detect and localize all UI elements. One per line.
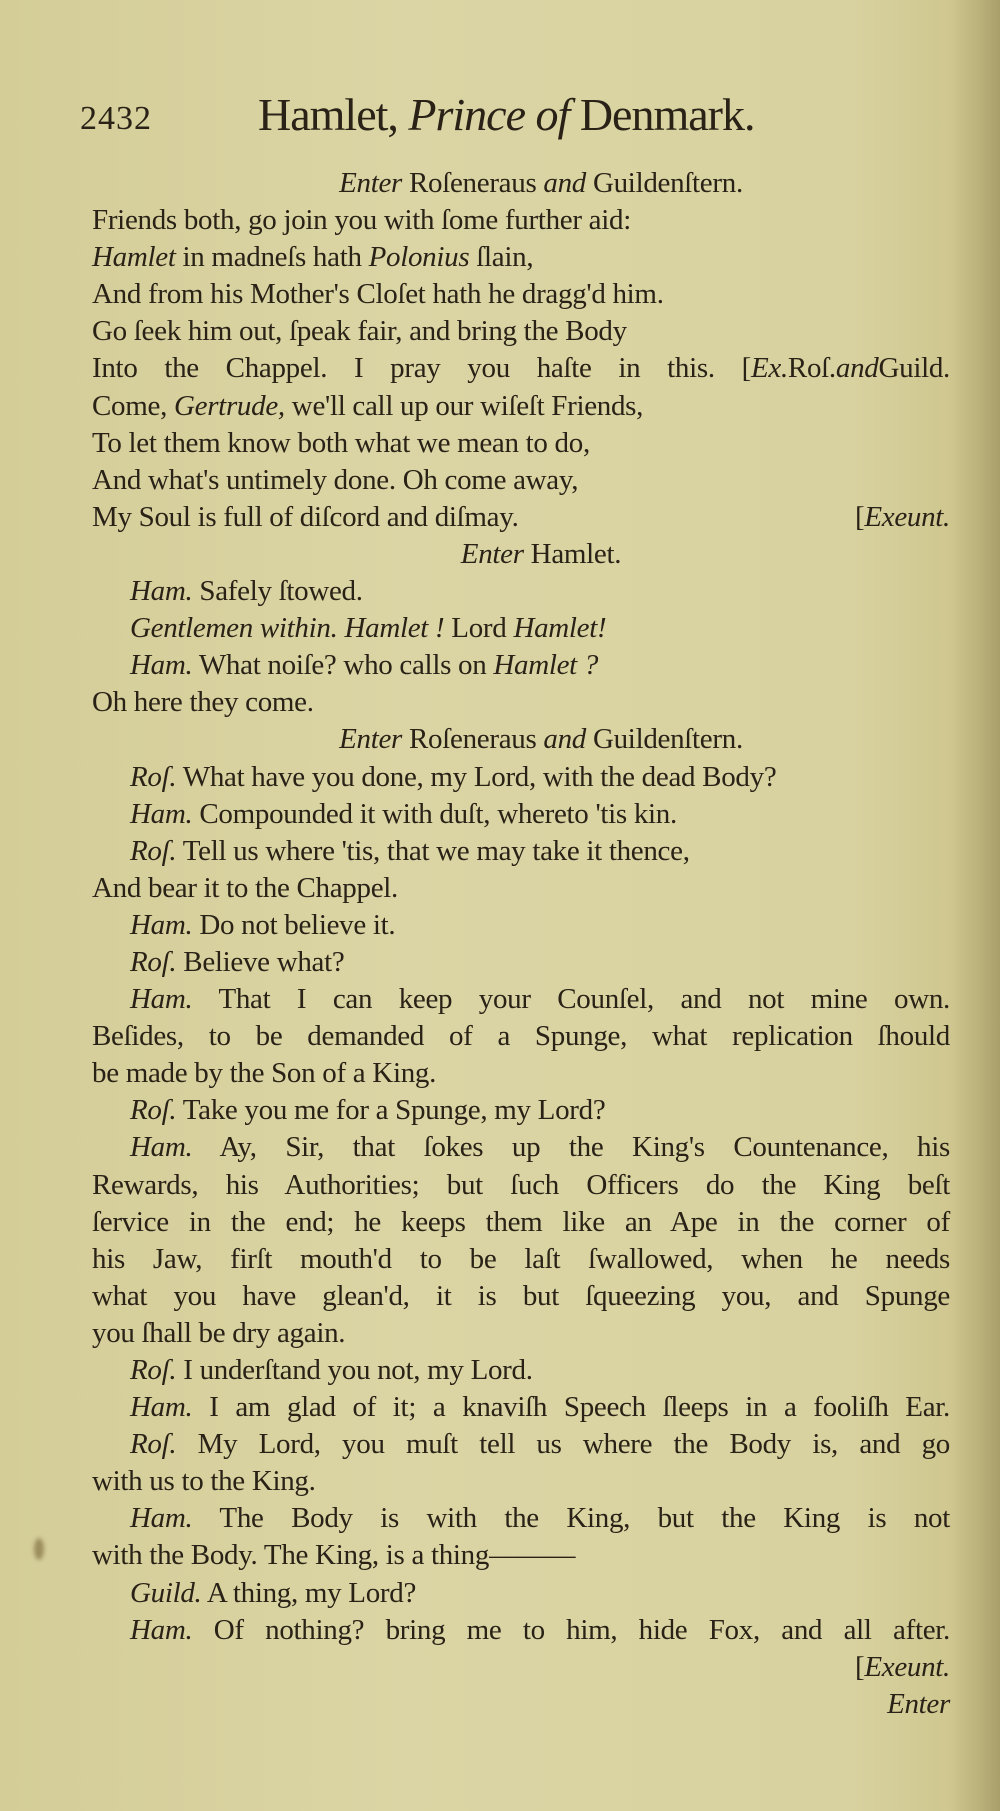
text-segment: And from his Mother's Cloſet hath he dragg'd him. (92, 278, 664, 311)
text-line (92, 239, 950, 276)
text-segment: be made by the Son of a King. (92, 1057, 437, 1090)
text-line (92, 1463, 950, 1500)
text-segment: Ay, Sir, that ſokes up the King's Countenance, his (192, 1131, 950, 1164)
italic-text: Ham. (130, 1613, 193, 1646)
line-left (92, 499, 519, 536)
text-segment: A thing, my Lord? (201, 1576, 417, 1609)
text-segment: Roſeneraus (408, 167, 544, 199)
text-segment: Believe what? (176, 945, 345, 978)
text-line (92, 1092, 950, 1129)
stage-direction (92, 165, 950, 202)
italic-text: Enter (339, 167, 409, 199)
text-segment: Do not believe it. (192, 908, 396, 941)
italic-text: Ham. (130, 1131, 193, 1164)
text-segment: And bear it to the Chappel. (92, 871, 398, 904)
stage-direction (92, 721, 950, 758)
text-line (92, 1315, 950, 1352)
text-segment: My Soul is full of diſcord and diſmay. (92, 500, 519, 533)
text-line (92, 462, 950, 499)
text-segment: in madneſs hath (175, 241, 369, 274)
text-line (92, 1055, 950, 1092)
text-segment: Rewards, his Authorities; but ſuch Officers do the King beſt (92, 1168, 950, 1201)
text-line (92, 1167, 950, 1204)
text-segment: Roſeneraus (402, 723, 544, 756)
text-segment: what you have glean'd, it is but ſqueezing you, and Spunge (92, 1279, 950, 1312)
text-segment: Oh here they come. (92, 686, 314, 719)
text-segment: Take you me for a Spunge, my Lord? (176, 1094, 606, 1127)
text-segment: Guildenſtern. (592, 167, 743, 199)
text-line (92, 1241, 950, 1278)
text-line (92, 1649, 950, 1686)
text-line (92, 202, 950, 239)
italic-text: Ham. (130, 908, 193, 941)
text-segment: Safely ſtowed. (192, 575, 363, 608)
italic-text: Ham. (130, 983, 193, 1016)
italic-text: and (543, 723, 587, 756)
italic-text: Gertrude, (173, 389, 285, 422)
page-header (80, 88, 960, 148)
italic-text: Enter (460, 537, 524, 570)
text-segment: That I can keep your Counſel, and not mine own. (192, 983, 950, 1016)
text-line (92, 1686, 950, 1723)
italic-text: Roſ. (130, 1094, 177, 1127)
text-line (92, 1500, 950, 1537)
italic-text: and (543, 167, 593, 199)
italic-text: Ham. (130, 1391, 193, 1424)
italic-text: Hamlet! (513, 612, 607, 645)
text-line (92, 1389, 950, 1426)
text-line (92, 684, 950, 721)
text-line (92, 1426, 950, 1463)
text-segment: Go ſeek him out, ſpeak fair, and bring the Body (92, 315, 627, 348)
italic-text: Enter (887, 1687, 950, 1720)
text-segment: Guildenſtern. (586, 723, 743, 756)
text-segment: Into the Chappel. I pray you haſte in this. [ (92, 352, 751, 385)
text-segment: ſervice in the end; he keeps them like an Ape in the corner of (92, 1205, 950, 1238)
italic-text: Enter (339, 723, 403, 756)
text-line (92, 1129, 950, 1166)
text-segment: [ (854, 500, 865, 533)
text-line (92, 1352, 950, 1389)
text-segment: To let them know both what we mean to do, (92, 426, 590, 459)
text-line (92, 1204, 950, 1241)
text-line (92, 647, 950, 684)
ink-stain (34, 1538, 44, 1560)
italic-text: Roſ. (130, 834, 177, 867)
title-part: Prince of (408, 89, 580, 140)
text-line (92, 944, 950, 981)
text-line (92, 1278, 950, 1315)
text-segment: Friends both, go join you with ſome further aid: (92, 204, 631, 237)
text-line (92, 276, 950, 313)
title-part: Denmark. (579, 89, 755, 140)
italic-text: Ham. (130, 797, 193, 830)
stage-direction-exit (855, 499, 950, 536)
text-segment: Tell us where 'tis, that we may take it thence, (176, 834, 690, 867)
text-segment: Of nothing? bring me to him, hide Fox, and all after. (192, 1613, 950, 1646)
italic-text: Ham. (130, 649, 193, 682)
italic-text: Polonius (368, 241, 470, 274)
text-segment: My Lord, you muſt tell us where the Body is, and go (176, 1428, 950, 1461)
italic-text: Roſ. (130, 760, 177, 793)
text-segment: What noiſe? who calls on (192, 649, 494, 682)
italic-text: Roſ. (130, 945, 177, 978)
text-segment: his Jaw, firſt mouth'd to be laſt ſwallowed, when he needs (92, 1242, 950, 1275)
italic-text: Gentlemen within. Hamlet ! (130, 612, 445, 645)
text-line (92, 388, 950, 425)
italic-text: Ham. (130, 575, 193, 608)
italic-text: Ham. (130, 1502, 193, 1535)
text-line (92, 833, 950, 870)
text-line (92, 796, 950, 833)
italic-text: and (835, 352, 879, 385)
text-segment: Lord (444, 612, 514, 645)
text-segment: Beſides, to be demanded of a Spunge, what replication ſhould (92, 1020, 950, 1053)
stage-direction (92, 536, 950, 573)
text-line (92, 907, 950, 944)
text-line (92, 870, 950, 907)
text-segment: Compounded it with duſt, whereto 'tis kin. (192, 797, 677, 830)
play-text (92, 165, 950, 1723)
text-segment: [ (854, 1650, 865, 1683)
text-line (92, 573, 950, 610)
text-line (92, 1575, 950, 1612)
text-segment: I underſtand you not, my Lord. (176, 1354, 533, 1386)
text-line (92, 350, 950, 387)
text-line (92, 313, 950, 350)
text-segment: I am glad of it; a knaviſh Speech ſleeps in a fooliſh Ear. (192, 1391, 950, 1424)
text-segment: And what's untimely done. Oh come away, (92, 463, 579, 496)
text-line (92, 610, 950, 647)
italic-text: Guild. (130, 1576, 202, 1609)
italic-text: Exeunt. (864, 500, 950, 533)
text-line (92, 425, 950, 462)
italic-text: Hamlet ? (493, 649, 599, 682)
text-line (92, 1537, 950, 1574)
text-segment: ſlain, (469, 241, 534, 274)
running-title (258, 88, 754, 141)
text-line (92, 759, 950, 796)
text-line (92, 1612, 950, 1649)
text-segment: What have you done, my Lord, with the dead Body? (176, 760, 777, 793)
text-segment: with the Body. The King, is a thing——— (92, 1539, 576, 1572)
page-number: 2432 (80, 100, 152, 137)
text-segment: Guild. (878, 352, 950, 385)
text-segment: Come, (92, 389, 174, 422)
text-segment: with us to the King. (92, 1465, 316, 1498)
text-line (92, 499, 950, 536)
text-line (92, 981, 950, 1018)
text-segment: you ſhall be dry again. (92, 1316, 346, 1349)
title-part: Hamlet, (258, 89, 409, 140)
text-line (92, 1018, 950, 1055)
text-segment: Roſ. (787, 352, 836, 385)
text-segment: Hamlet. (523, 537, 622, 570)
italic-text: Roſ. (130, 1354, 177, 1386)
italic-text: Roſ. (130, 1428, 177, 1461)
italic-text: Exeunt. (864, 1650, 950, 1683)
text-segment: The Body is with the King, but the King is not (192, 1502, 950, 1535)
italic-text: Ex. (750, 352, 788, 385)
text-segment: we'll call up our wiſeſt Friends, (284, 389, 644, 422)
italic-text: Hamlet (92, 241, 176, 274)
